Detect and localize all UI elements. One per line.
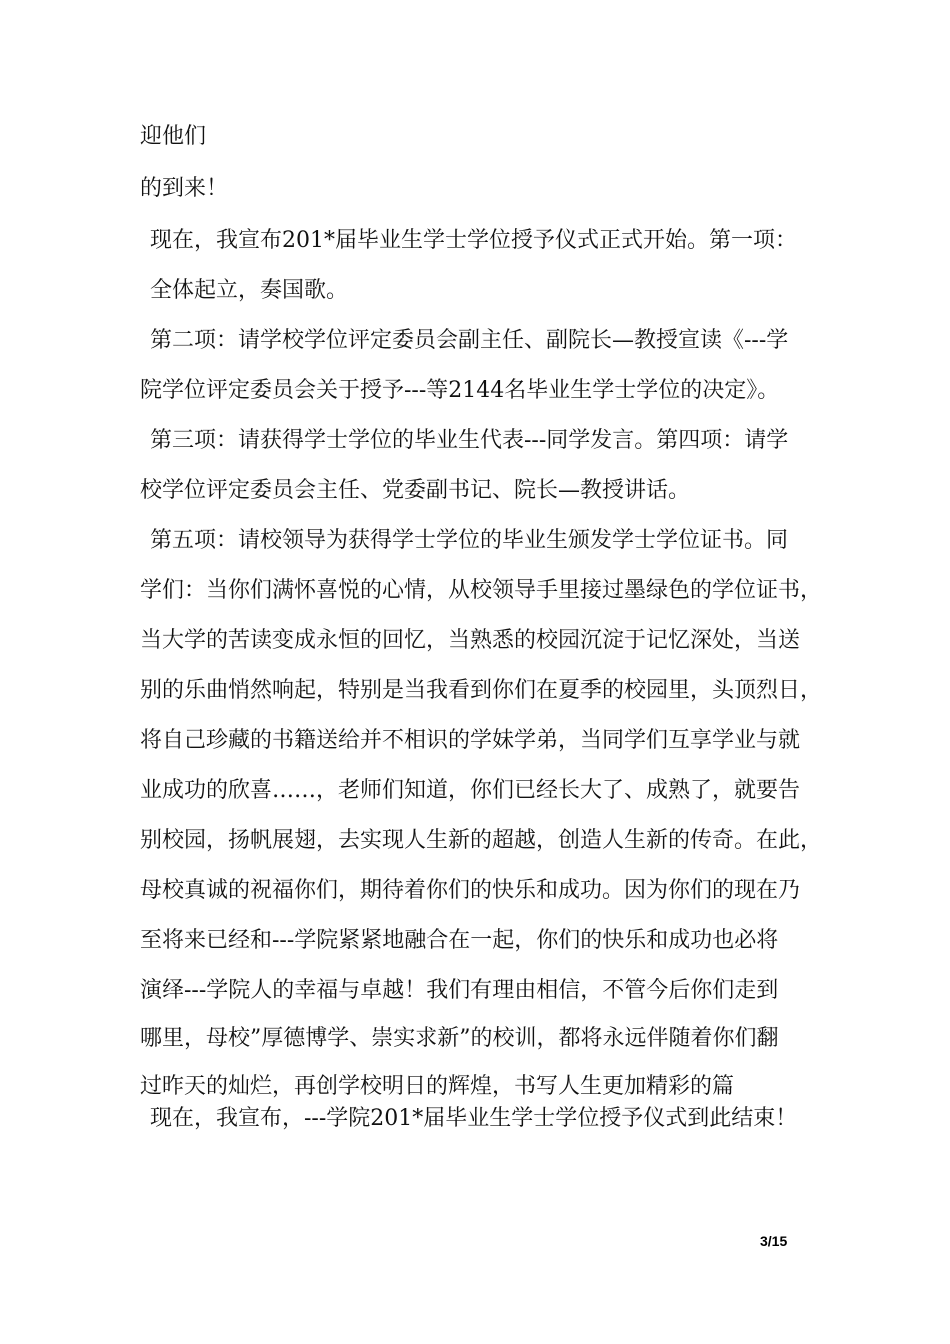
text-line: 校学位评定委员会主任、党委副书记、院长—教授讲话。 (140, 478, 691, 503)
text-line: 别的乐曲悄然响起，特别是当我看到你们在夏季的校园里，头顶烈日， (140, 678, 823, 703)
text-line: 第二项：请学校学位评定委员会副主任、副院长—教授宣读《---学 (150, 328, 789, 353)
text-line: 迎他们 (140, 124, 207, 149)
text-line: 演绎---学院人的幸福与卓越！我们有理由相信，不管今后你们走到 (140, 978, 779, 1003)
text-line: 哪里，母校”厚德博学、崇实求新”的校训，都将永远伴随着你们翻 (140, 1026, 779, 1051)
text-line: 母校真诚的祝福你们，期待着你们的快乐和成功。因为你们的现在乃 (140, 878, 801, 903)
text-line: 第三项：请获得学士学位的毕业生代表---同学发言。第四项：请学 (150, 428, 789, 453)
text-line: 第五项：请校领导为获得学士学位的毕业生颁发学士学位证书。同 (150, 528, 789, 553)
text-line: 院学位评定委员会关于授予---等2144名毕业生学士学位的决定》。 (140, 378, 780, 403)
text-line: 学们：当你们满怀喜悦的心情，从校领导手里接过墨绿色的学位证书， (140, 578, 823, 603)
text-line: 当大学的苦读变成永恒的回忆，当熟悉的校园沉淀于记忆深处，当送 (140, 628, 801, 653)
text-line: 别校园，扬帆展翅，去实现人生新的超越，创造人生新的传奇。在此， (140, 828, 823, 853)
text-line: 至将来已经和---学院紧紧地融合在一起，你们的快乐和成功也必将 (140, 928, 779, 953)
text-line: 的到来！ (140, 176, 229, 201)
text-line: 业成功的欣喜……，老师们知道，你们已经长大了、成熟了，就要告 (140, 778, 801, 803)
text-line: 全体起立，奏国歌。 (150, 278, 349, 303)
page-number: 3/15 (760, 1233, 788, 1249)
text-line: 现在，我宣布201*届毕业生学士学位授予仪式正式开始。第一项： (150, 228, 797, 253)
text-line: 过昨天的灿烂，再创学校明日的辉煌，书写人生更加精彩的篇 (140, 1074, 735, 1099)
text-line: 现在，我宣布，---学院201*届毕业生学士学位授予仪式到此结束！ (150, 1106, 798, 1131)
text-line: 将自己珍藏的书籍送给并不相识的学妹学弟，当同学们互享学业与就 (140, 728, 801, 753)
